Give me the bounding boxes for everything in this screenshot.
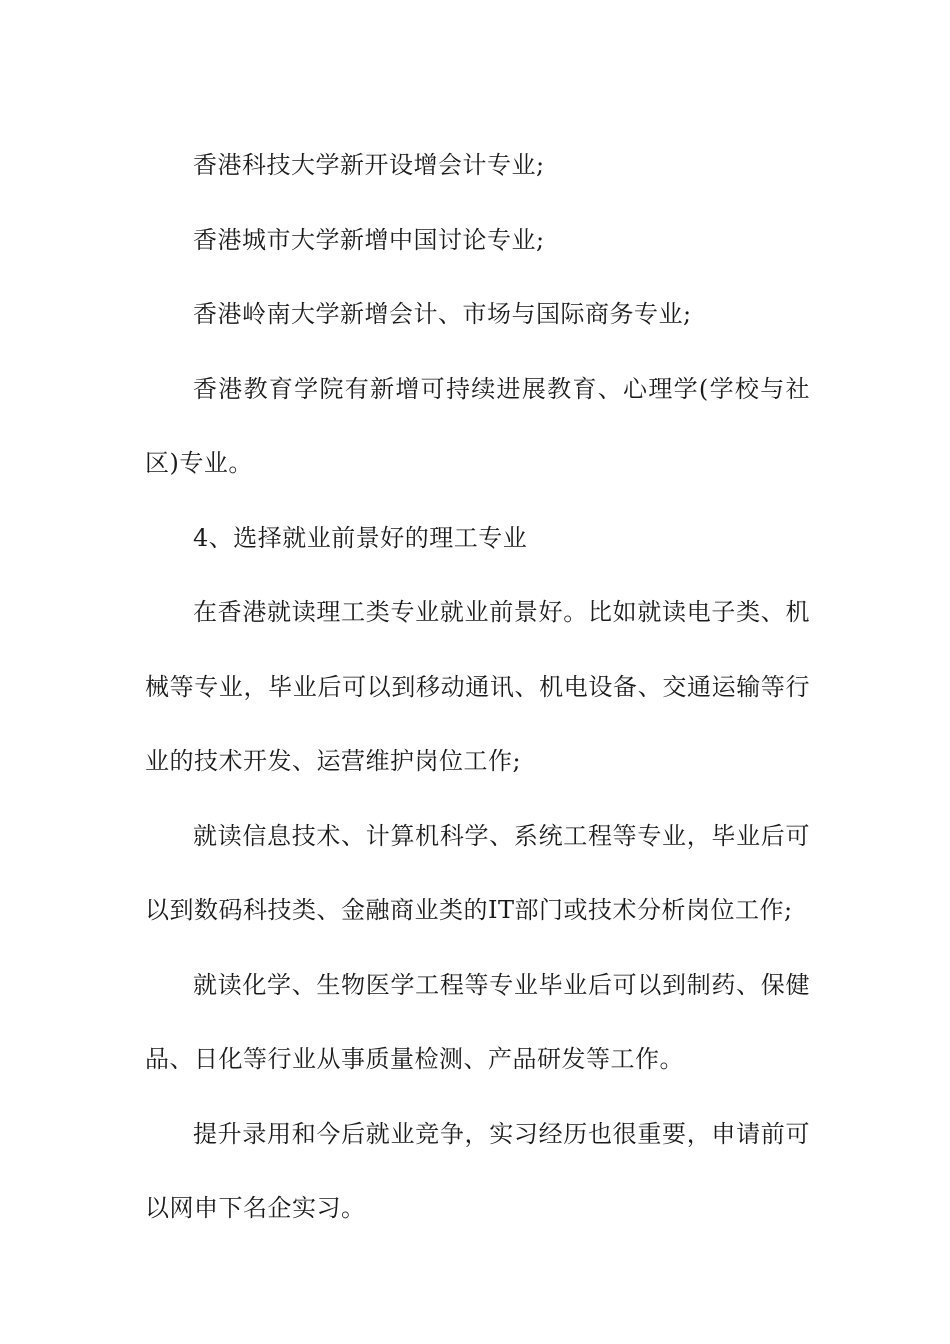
paragraph-lingnan: 香港岭南大学新增会计、市场与国际商务专业; <box>193 300 692 328</box>
paragraph-internship: 提升录用和今后就业竞争，实习经历也很重要，申请前可以网申下名企实习。 <box>145 1119 810 1222</box>
paragraph-chemistry: 就读化学、生物医学工程等专业毕业后可以到制药、保健品、日化等行业从事质量检测、产品研发等工作。 <box>145 970 810 1073</box>
paragraph-hkust: 香港科技大学新开设增会计专业; <box>193 151 545 179</box>
paragraph-engineering: 在香港就读理工类专业就业前景好。比如就读电子类、机械等专业，毕业后可以到移动通讯、机电设备、交通运输等行业的技术开发、运营维护岗位工作; <box>145 598 810 775</box>
document-body <box>145 128 810 1246</box>
paragraph-cityu: 香港城市大学新增中国讨论专业; <box>193 225 545 254</box>
section-heading: 4、选择就业前景好的理工专业 <box>193 523 528 552</box>
paragraph-it: 就读信息技术、计算机科学、系统工程等专业，毕业后可以到数码科技类、金融商业类的IT部门或技术分析岗位工作; <box>145 821 810 924</box>
paragraph-hkied: 香港教育学院有新增可持续进展教育、心理学(学校与社区)专业。 <box>145 374 810 477</box>
